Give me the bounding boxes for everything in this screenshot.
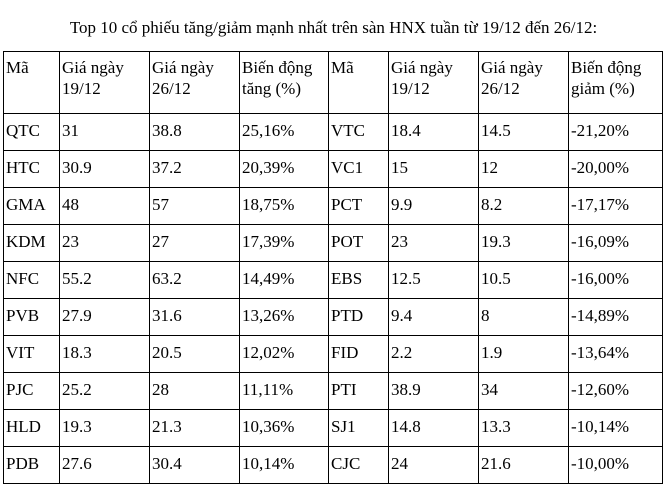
header-line: 19/12 [391,79,430,98]
header-line: Giá ngày [481,58,543,77]
table-header-row [4,52,663,114]
cell-down-change: -21,20% [569,114,663,151]
header-line: Giá ngày [152,58,214,77]
table-row [4,410,663,447]
header-price-2612-up [150,52,240,114]
cell-down-code: PCT [329,188,389,225]
cell-up-change: 11,11% [240,373,329,410]
header-code-up: Mã [4,52,60,114]
cell-up-price-1912: 55.2 [60,262,150,299]
header-line: Giá ngày [391,58,453,77]
cell-up-price-1912: 27.6 [60,447,150,484]
cell-up-price-2612: 38.8 [150,114,240,151]
cell-down-code: CJC [329,447,389,484]
table-row [4,225,663,262]
cell-down-price-1912: 12.5 [389,262,479,299]
cell-down-code: PTD [329,299,389,336]
cell-up-change: 14,49% [240,262,329,299]
cell-up-price-1912: 18.3 [60,336,150,373]
cell-up-change: 25,16% [240,114,329,151]
stock-table [3,51,663,484]
cell-up-change: 10,36% [240,410,329,447]
cell-down-price-1912: 24 [389,447,479,484]
header-line: tăng (%) [242,79,302,98]
cell-down-change: -16,09% [569,225,663,262]
cell-up-price-2612: 57 [150,188,240,225]
table-row [4,447,663,484]
cell-down-price-2612: 19.3 [479,225,569,262]
cell-down-price-2612: 1.9 [479,336,569,373]
cell-up-price-1912: 19.3 [60,410,150,447]
cell-down-price-2612: 13.3 [479,410,569,447]
cell-down-price-1912: 23 [389,225,479,262]
cell-down-change: -12,60% [569,373,663,410]
cell-up-price-1912: 27.9 [60,299,150,336]
header-line: Biến động [242,58,313,77]
cell-down-price-1912: 9.9 [389,188,479,225]
cell-up-code: PVB [4,299,60,336]
cell-down-price-1912: 18.4 [389,114,479,151]
cell-down-price-1912: 2.2 [389,336,479,373]
cell-down-price-2612: 34 [479,373,569,410]
cell-up-price-2612: 31.6 [150,299,240,336]
cell-up-change: 12,02% [240,336,329,373]
header-line: Biến động [571,58,642,77]
cell-down-price-1912: 9.4 [389,299,479,336]
cell-down-price-1912: 14.8 [389,410,479,447]
cell-down-price-1912: 15 [389,151,479,188]
cell-up-code: QTC [4,114,60,151]
header-line: 26/12 [481,79,520,98]
cell-down-price-2612: 10.5 [479,262,569,299]
cell-up-change: 18,75% [240,188,329,225]
cell-down-price-1912: 38.9 [389,373,479,410]
cell-up-code: PDB [4,447,60,484]
header-price-1912-up [60,52,150,114]
cell-up-price-2612: 21.3 [150,410,240,447]
cell-down-change: -13,64% [569,336,663,373]
cell-down-change: -17,17% [569,188,663,225]
cell-down-price-2612: 8.2 [479,188,569,225]
cell-up-price-2612: 37.2 [150,151,240,188]
cell-up-price-2612: 27 [150,225,240,262]
header-line: Giá ngày [62,58,124,77]
cell-up-code: NFC [4,262,60,299]
table-row [4,299,663,336]
cell-down-change: -10,14% [569,410,663,447]
table-row [4,262,663,299]
header-line: giảm (%) [571,79,635,98]
cell-up-price-1912: 31 [60,114,150,151]
cell-up-change: 17,39% [240,225,329,262]
cell-down-change: -14,89% [569,299,663,336]
cell-up-code: GMA [4,188,60,225]
cell-up-price-1912: 30.9 [60,151,150,188]
cell-up-change: 10,14% [240,447,329,484]
cell-down-change: -16,00% [569,262,663,299]
cell-up-price-2612: 20.5 [150,336,240,373]
header-line: 19/12 [62,79,101,98]
cell-up-price-2612: 28 [150,373,240,410]
header-code-down: Mã [329,52,389,114]
cell-up-price-2612: 63.2 [150,262,240,299]
table-row [4,336,663,373]
cell-down-price-2612: 14.5 [479,114,569,151]
cell-down-price-2612: 8 [479,299,569,336]
cell-down-change: -20,00% [569,151,663,188]
cell-up-code: PJC [4,373,60,410]
cell-up-price-1912: 23 [60,225,150,262]
cell-down-code: FID [329,336,389,373]
cell-down-change: -10,00% [569,447,663,484]
page-title: Top 10 cổ phiếu tăng/giảm mạnh nhất trên sàn HNX tuần từ 19/12 đến 26/12: [69,18,598,37]
cell-down-code: SJ1 [329,410,389,447]
cell-up-code: HTC [4,151,60,188]
cell-up-code: KDM [4,225,60,262]
cell-up-change: 13,26% [240,299,329,336]
header-change-down [569,52,663,114]
cell-down-code: POT [329,225,389,262]
table-row [4,151,663,188]
cell-up-code: VIT [4,336,60,373]
cell-up-code: HLD [4,410,60,447]
header-price-1912-down [389,52,479,114]
cell-up-price-1912: 25.2 [60,373,150,410]
table-row [4,114,663,151]
cell-down-code: EBS [329,262,389,299]
header-line: 26/12 [152,79,191,98]
cell-up-price-2612: 30.4 [150,447,240,484]
header-change-up [240,52,329,114]
cell-up-change: 20,39% [240,151,329,188]
header-price-2612-down [479,52,569,114]
table-row [4,188,663,225]
cell-down-price-2612: 21.6 [479,447,569,484]
cell-down-code: VTC [329,114,389,151]
cell-down-price-2612: 12 [479,151,569,188]
cell-down-code: PTI [329,373,389,410]
table-row [4,373,663,410]
cell-down-code: VC1 [329,151,389,188]
cell-up-price-1912: 48 [60,188,150,225]
